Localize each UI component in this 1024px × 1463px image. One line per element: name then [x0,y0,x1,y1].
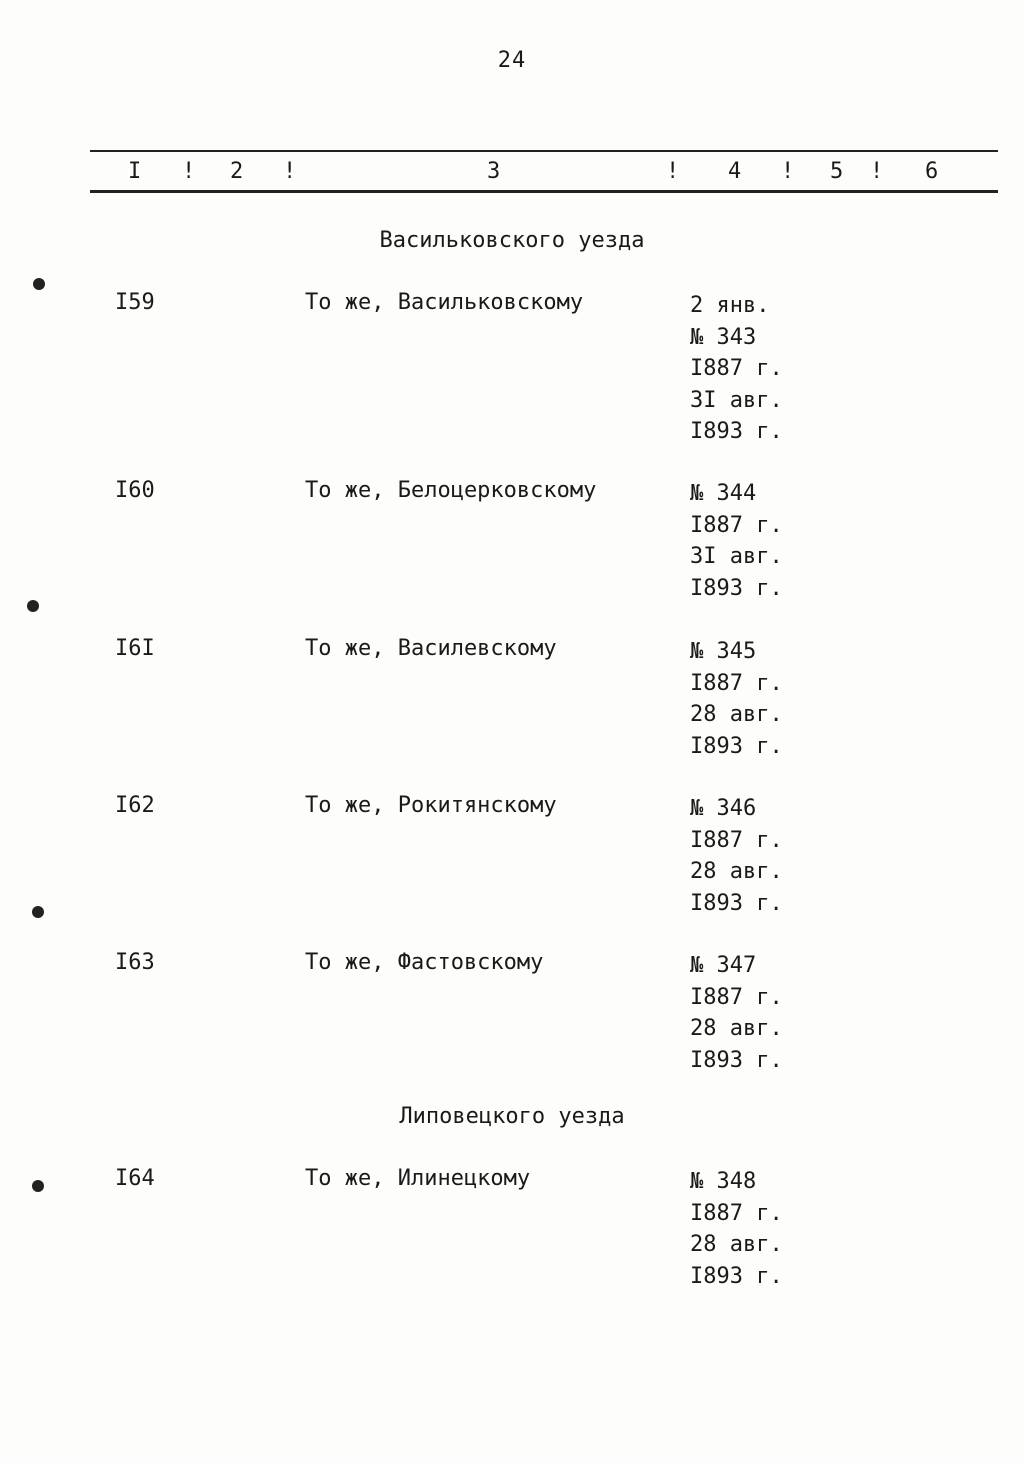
punch-hole-mark [33,278,45,290]
record-dates [690,636,783,762]
record-date-line: № 344 [690,481,757,506]
record-date-line: 2 янв. [690,293,770,318]
record-date-line: I893 г. [690,575,783,601]
record-date-line: I887 г. [690,984,783,1010]
record-title: То же, Васильковскому [305,290,584,315]
record-date-line: 28 авг. [690,1232,783,1257]
record-date-line: № 347 [690,953,757,978]
punch-hole-mark [32,1180,44,1192]
record-dates [690,1166,783,1292]
column-header-4: 4 [728,159,742,184]
record-date-line: 28 авг. [690,1016,783,1041]
page-number: 24 [497,48,527,73]
record-date-line: № 346 [690,796,757,821]
record-date-line: I893 г. [690,733,783,759]
column-separator: ! [182,159,196,184]
punch-hole-mark [27,600,39,612]
record-date-line: 3I авг. [690,387,783,413]
record-date-line: I893 г. [690,890,783,916]
column-header-1: I [128,159,142,184]
record-date-line: № 348 [690,1169,757,1194]
record-date-line: 28 авг. [690,702,783,727]
record-dates [690,290,783,448]
punch-hole-mark [32,906,44,918]
record-date-line: I887 г. [690,827,783,853]
section-title: Липовецкого уезда [399,1104,625,1129]
record-date-line: I887 г. [690,670,783,696]
record-dates [690,793,783,919]
record-number: I63 [115,950,155,975]
record-date-line: № 345 [690,639,757,664]
record-date-line: I893 г. [690,1263,783,1289]
column-header-3: 3 [487,159,501,184]
record-title: То же, Фастовскому [305,950,544,975]
record-dates [690,478,783,604]
record-date-line: I887 г. [690,1200,783,1226]
record-date-line: 3I авг. [690,544,783,569]
record-number: I64 [115,1166,155,1191]
record-date-line: I887 г. [690,356,783,381]
record-number: I59 [115,290,155,315]
record-date-line: I887 г. [690,512,783,538]
section-title: Васильковского уезда [379,228,645,253]
record-title: То же, Рокитянскому [305,793,557,818]
record-number: I62 [115,793,155,818]
record-date-line: № 343 [690,324,757,350]
record-date-line: I893 г. [690,419,783,444]
column-header-5: 5 [830,159,844,184]
column-separator: ! [870,159,884,184]
table-header-top-rule [90,150,998,152]
table-header-bottom-rule [90,190,998,193]
column-separator: ! [781,159,795,184]
record-number: I60 [115,478,155,503]
column-header-2: 2 [230,159,244,184]
record-dates [690,950,783,1076]
record-title: То же, Илинецкому [305,1166,531,1191]
column-header-6: 6 [925,159,939,184]
record-date-line: I893 г. [690,1047,783,1073]
column-separator: ! [666,159,680,184]
record-number: I6I [115,636,155,661]
record-title: То же, Белоцерковскому [305,478,597,503]
column-separator: ! [283,159,297,184]
record-title: То же, Василевскому [305,636,557,661]
record-date-line: 28 авг. [690,859,783,884]
